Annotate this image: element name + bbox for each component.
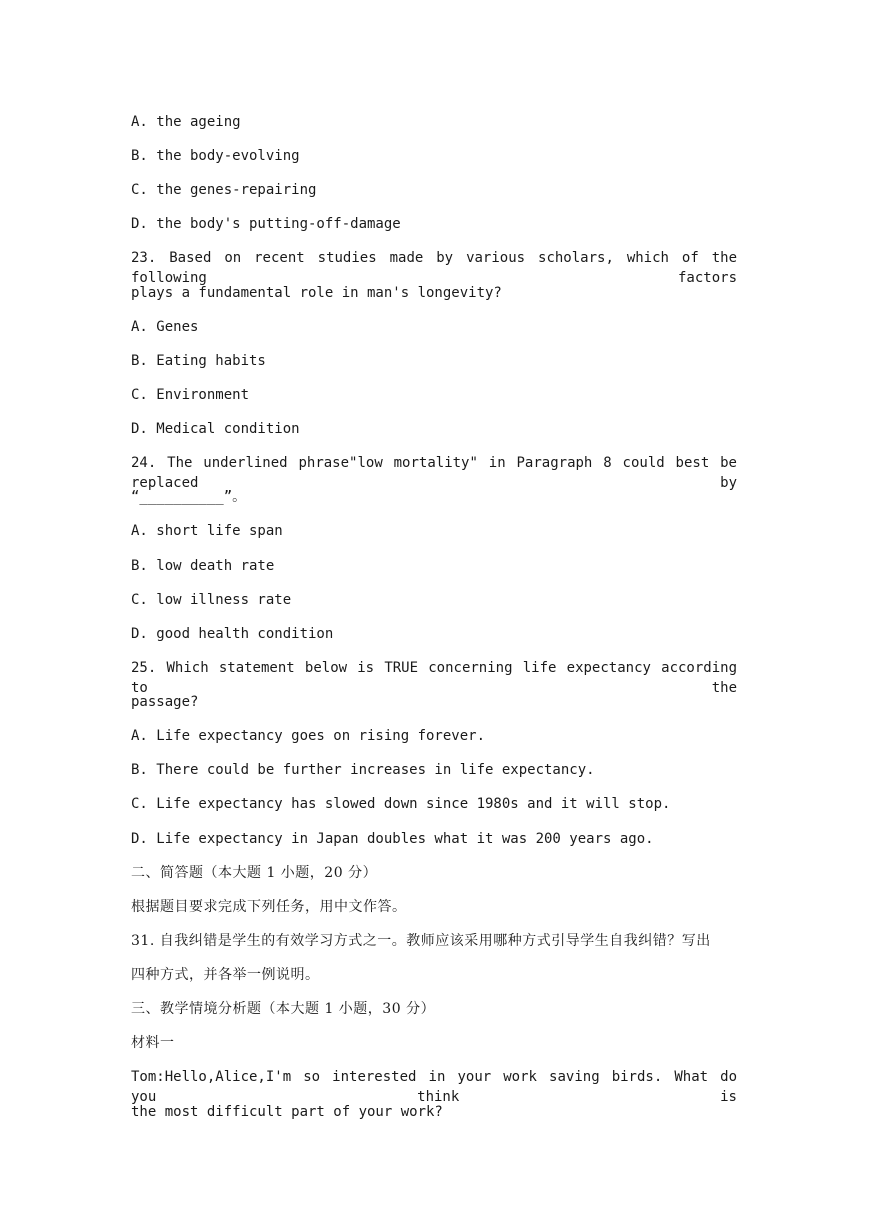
- q25-option-b: B. There could be further increases in life expectancy.: [131, 762, 595, 778]
- q22-option-a: A. the ageing: [131, 114, 241, 130]
- q24-option-d: D. good health condition: [131, 626, 334, 642]
- q31-stem-line2: 四种方式，并各举一例说明。: [131, 967, 320, 983]
- q22-option-b: B. the body-evolving: [131, 148, 300, 164]
- q22-option-c: C. the genes-repairing: [131, 182, 317, 198]
- q23-stem-line1: 23. Based on recent studies made by various scholars, which of the following factors: [131, 250, 737, 286]
- q25-stem-line2: passage?: [131, 694, 199, 710]
- q24-option-a: A. short life span: [131, 523, 283, 539]
- material-label: 材料一: [131, 1035, 175, 1051]
- q23-option-c: C. Environment: [131, 387, 250, 403]
- q31-stem-line1: 31. 自我纠错是学生的有效学习方式之一。教师应该采用哪种方式引导学生自我纠错？写出: [131, 933, 711, 949]
- q23-option-b: B. Eating habits: [131, 353, 266, 369]
- section2-heading: 二、简答题（本大题 1 小题，20 分）: [131, 865, 378, 881]
- q23-option-a: A. Genes: [131, 319, 199, 335]
- q22-option-d: D. the body's putting-off-damage: [131, 216, 401, 232]
- q24-stem-line2: “__________”。: [131, 489, 247, 505]
- q25-stem-line1: 25. Which statement below is TRUE concerning life expectancy according to the: [131, 660, 737, 696]
- q24-option-b: B. low death rate: [131, 558, 275, 574]
- q25-option-d: D. Life expectancy in Japan doubles what it was 200 years ago.: [131, 831, 654, 847]
- dialogue-line1: Tom:Hello,Alice,I'm so interested in your work saving birds. What do you think is: [131, 1069, 737, 1105]
- q25-option-c: C. Life expectancy has slowed down since 1980s and it will stop.: [131, 796, 671, 812]
- q24-option-c: C. low illness rate: [131, 592, 292, 608]
- section3-heading: 三、教学情境分析题（本大题 1 小题，30 分）: [131, 1001, 436, 1017]
- q25-option-a: A. Life expectancy goes on rising forever.: [131, 728, 486, 744]
- q24-stem-line1: 24. The underlined phrase"low mortality" in Paragraph 8 could best be replaced by: [131, 455, 737, 491]
- section2-instruction: 根据题目要求完成下列任务，用中文作答。: [131, 899, 407, 915]
- q23-stem-line2: plays a fundamental role in man's longevity?: [131, 285, 502, 301]
- dialogue-line2: the most difficult part of your work?: [131, 1104, 443, 1120]
- q23-option-d: D. Medical condition: [131, 421, 300, 437]
